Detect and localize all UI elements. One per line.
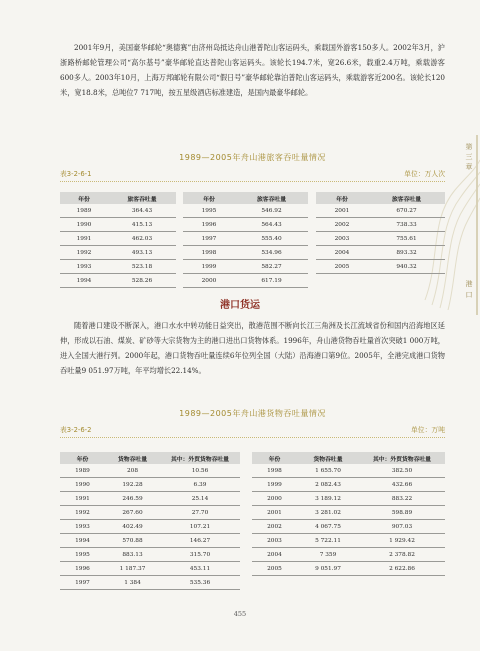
table-cell: 107.21 — [160, 520, 240, 534]
table-cell: 883.13 — [105, 548, 160, 562]
table-cell: 25.14 — [160, 492, 240, 506]
table-row — [60, 576, 240, 590]
table-cell: 382.50 — [359, 464, 445, 478]
table-row — [60, 520, 240, 534]
table-cell: 1997 — [183, 232, 235, 246]
table-cell: 402.49 — [105, 520, 160, 534]
table-row — [252, 520, 445, 534]
table2-rule — [60, 437, 445, 438]
table-row — [183, 246, 308, 260]
table-cell: 883.22 — [359, 492, 445, 506]
table-cell: 738.33 — [368, 218, 445, 232]
table-cell: 2003 — [252, 534, 297, 548]
table-cell: 1999 — [252, 478, 297, 492]
table-cell: 2005 — [252, 562, 297, 576]
table-row — [60, 492, 240, 506]
table-row — [60, 478, 240, 492]
table-row — [183, 232, 308, 246]
table-cell: 3 189.12 — [297, 492, 359, 506]
table1-id: 表3-2-6-1 — [60, 170, 92, 178]
header-value: 旅客吞吐量 — [235, 192, 308, 204]
header-value: 货物吞吐量 — [297, 452, 359, 464]
table-cell: 432.66 — [359, 478, 445, 492]
header-value: 旅客吞吐量 — [368, 192, 445, 204]
table-cell: 1 187.37 — [105, 562, 160, 576]
table-row — [316, 232, 445, 246]
table-cell: 5 722.11 — [297, 534, 359, 548]
table2-title: 1989—2005年舟山港货物吞吐量情况 — [179, 409, 326, 418]
table-cell: 1992 — [60, 506, 105, 520]
table-cell: 1997 — [60, 576, 105, 590]
table-cell: 2003 — [316, 232, 368, 246]
chapter-label: 第三章 — [465, 143, 473, 173]
table-cell: 1 384 — [105, 576, 160, 590]
table-cell: 2000 — [252, 492, 297, 506]
table-cell: 1993 — [60, 260, 108, 274]
table-cell: 617.19 — [235, 274, 308, 288]
table-row — [60, 246, 176, 260]
table-cell: 1990 — [60, 218, 108, 232]
table-cell: 192.28 — [105, 478, 160, 492]
table-row — [316, 218, 445, 232]
side-bar — [476, 135, 478, 315]
paragraph-cruise: 2001年9月，美国豪华邮轮“奥德赛”由济州岛抵达舟山港普陀山客运码头，乘载国外游客150多人。2002年3月，沪浙路桥邮轮管理公司“高尔基号”豪华邮轮直达普陀山客运码头。该轮长194.7米，宽26.6米，载重2.4万吨，乘载游客600多人。2003年10月，上海万邦邮轮有限公司“假日号”豪华邮轮靠泊普陀山客运码头，乘载游客近200名。该轮长120米，宽18.8米，总吨位7 717吨，按五星级酒店标准建造，是国内最豪华邮轮。 — [60, 43, 446, 97]
table-cell: 6.39 — [160, 478, 240, 492]
table-row — [183, 260, 308, 274]
table-cell: 1999 — [183, 260, 235, 274]
table-row — [252, 478, 445, 492]
table-cell: 1 929.42 — [359, 534, 445, 548]
table-cell: 893.32 — [368, 246, 445, 260]
paragraph-cargo: 随着港口建设不断深入，港口水水中转功能日益突出，散港范围不断向长江三角洲及长江流域省份和国内沿海地区延伸，形成以石油、煤炭、矿砂等大宗货物为主的港口进出口货物体系。1996年，舟山港货物吞吐量首次突破1 000万吨，进入全国大港行列。2000年起，港口货物吞吐量连续6年位列全国（大陆）沿海港口第9位。2005年，全港完成港口货物吞吐量9 051.97万吨，年平均增长22.14%。 — [60, 321, 445, 375]
table-cell: 246.59 — [105, 492, 160, 506]
table1-col2 — [183, 192, 308, 288]
table-row — [316, 260, 445, 274]
header-year: 年份 — [252, 452, 297, 464]
table1-col3 — [316, 192, 445, 274]
table-cell: 755.61 — [368, 232, 445, 246]
table1-title: 1989—2005年舟山港旅客吞吐量情况 — [179, 153, 326, 162]
header-foreign: 其中：外贸货物吞吐量 — [160, 452, 240, 464]
table-cell: 1 655.70 — [297, 464, 359, 478]
table-row — [60, 534, 240, 548]
table-cell: 907.03 — [359, 520, 445, 534]
table-cell: 2002 — [316, 218, 368, 232]
table-cell: 528.26 — [108, 274, 176, 288]
table-cell: 2 622.86 — [359, 562, 445, 576]
table-cell: 546.92 — [235, 204, 308, 218]
table-row — [252, 464, 445, 478]
table-row — [60, 506, 240, 520]
table-cell: 364.43 — [108, 204, 176, 218]
table-row — [60, 548, 240, 562]
table-cell: 1998 — [252, 464, 297, 478]
table-cell: 462.03 — [108, 232, 176, 246]
header-year: 年份 — [183, 192, 235, 204]
header-year: 年份 — [60, 192, 108, 204]
table-cell: 2000 — [183, 274, 235, 288]
table-cell: 555.40 — [235, 232, 308, 246]
table-cell: 9 051.97 — [297, 562, 359, 576]
table-cell: 1992 — [60, 246, 108, 260]
table-cell: 564.43 — [235, 218, 308, 232]
table-row — [183, 204, 308, 218]
table-cell: 2001 — [252, 506, 297, 520]
table-row — [252, 548, 445, 562]
table-cell: 1993 — [60, 520, 105, 534]
table-cell: 1994 — [60, 274, 108, 288]
table-cell: 535.36 — [160, 576, 240, 590]
table-row — [183, 218, 308, 232]
header-year: 年份 — [60, 452, 105, 464]
table-cell: 1991 — [60, 492, 105, 506]
table-row — [252, 506, 445, 520]
table-cell: 582.27 — [235, 260, 308, 274]
table-cell: 670.27 — [368, 204, 445, 218]
table-cell: 146.27 — [160, 534, 240, 548]
table-row — [60, 274, 176, 288]
page-number: 455 — [233, 610, 247, 618]
table-cell: 2002 — [252, 520, 297, 534]
table-cell: 1996 — [60, 562, 105, 576]
table-row — [252, 534, 445, 548]
table-cell: 2 082.43 — [297, 478, 359, 492]
table-cell: 3 281.02 — [297, 506, 359, 520]
table-cell: 1998 — [183, 246, 235, 260]
table-cell: 2005 — [316, 260, 368, 274]
table-cell: 534.96 — [235, 246, 308, 260]
section-label: 港口 — [465, 280, 473, 302]
table-row — [316, 204, 445, 218]
table1-rule — [60, 181, 445, 182]
table-cell: 1989 — [60, 204, 108, 218]
table-cell: 493.13 — [108, 246, 176, 260]
header-foreign: 其中：外贸货物吞吐量 — [359, 452, 445, 464]
section-title: 港口货运 — [220, 300, 260, 311]
header-value: 旅客吞吐量 — [108, 192, 176, 204]
header-value: 货物吞吐量 — [105, 452, 160, 464]
table-row — [60, 464, 240, 478]
table-cell: 453.11 — [160, 562, 240, 576]
table-cell: 523.18 — [108, 260, 176, 274]
table-cell: 1995 — [183, 204, 235, 218]
table2-right — [252, 452, 445, 576]
table-row — [252, 562, 445, 576]
side-tab — [458, 135, 480, 315]
table2-unit: 单位：万吨 — [411, 426, 445, 434]
table-cell: 27.70 — [160, 506, 240, 520]
table-cell: 1996 — [183, 218, 235, 232]
table-cell: 208 — [105, 464, 160, 478]
table-cell: 1994 — [60, 534, 105, 548]
table-cell: 10.56 — [160, 464, 240, 478]
table-cell: 267.60 — [105, 506, 160, 520]
table-cell: 1989 — [60, 464, 105, 478]
table-row — [60, 232, 176, 246]
table-row — [316, 246, 445, 260]
table-row — [252, 492, 445, 506]
table-cell: 4 067.75 — [297, 520, 359, 534]
table-cell: 2004 — [316, 246, 368, 260]
table-cell: 1991 — [60, 232, 108, 246]
table1-unit: 单位：万人次 — [404, 170, 445, 178]
table-cell: 1990 — [60, 478, 105, 492]
table1-col1 — [60, 192, 176, 288]
table-row — [60, 562, 240, 576]
table-cell: 7 359 — [297, 548, 359, 562]
table-cell: 2 378.82 — [359, 548, 445, 562]
table2-left — [60, 452, 240, 590]
table-row — [60, 204, 176, 218]
table-cell: 570.88 — [105, 534, 160, 548]
table-row — [60, 218, 176, 232]
header-year: 年份 — [316, 192, 368, 204]
table-cell: 2004 — [252, 548, 297, 562]
table-cell: 598.89 — [359, 506, 445, 520]
table-cell: 2001 — [316, 204, 368, 218]
table-row — [60, 260, 176, 274]
table-cell: 1995 — [60, 548, 105, 562]
table-cell: 940.32 — [368, 260, 445, 274]
table-cell: 315.70 — [160, 548, 240, 562]
table-cell: 415.13 — [108, 218, 176, 232]
table-row — [183, 274, 308, 288]
table2-id: 表3-2-6-2 — [60, 426, 92, 434]
